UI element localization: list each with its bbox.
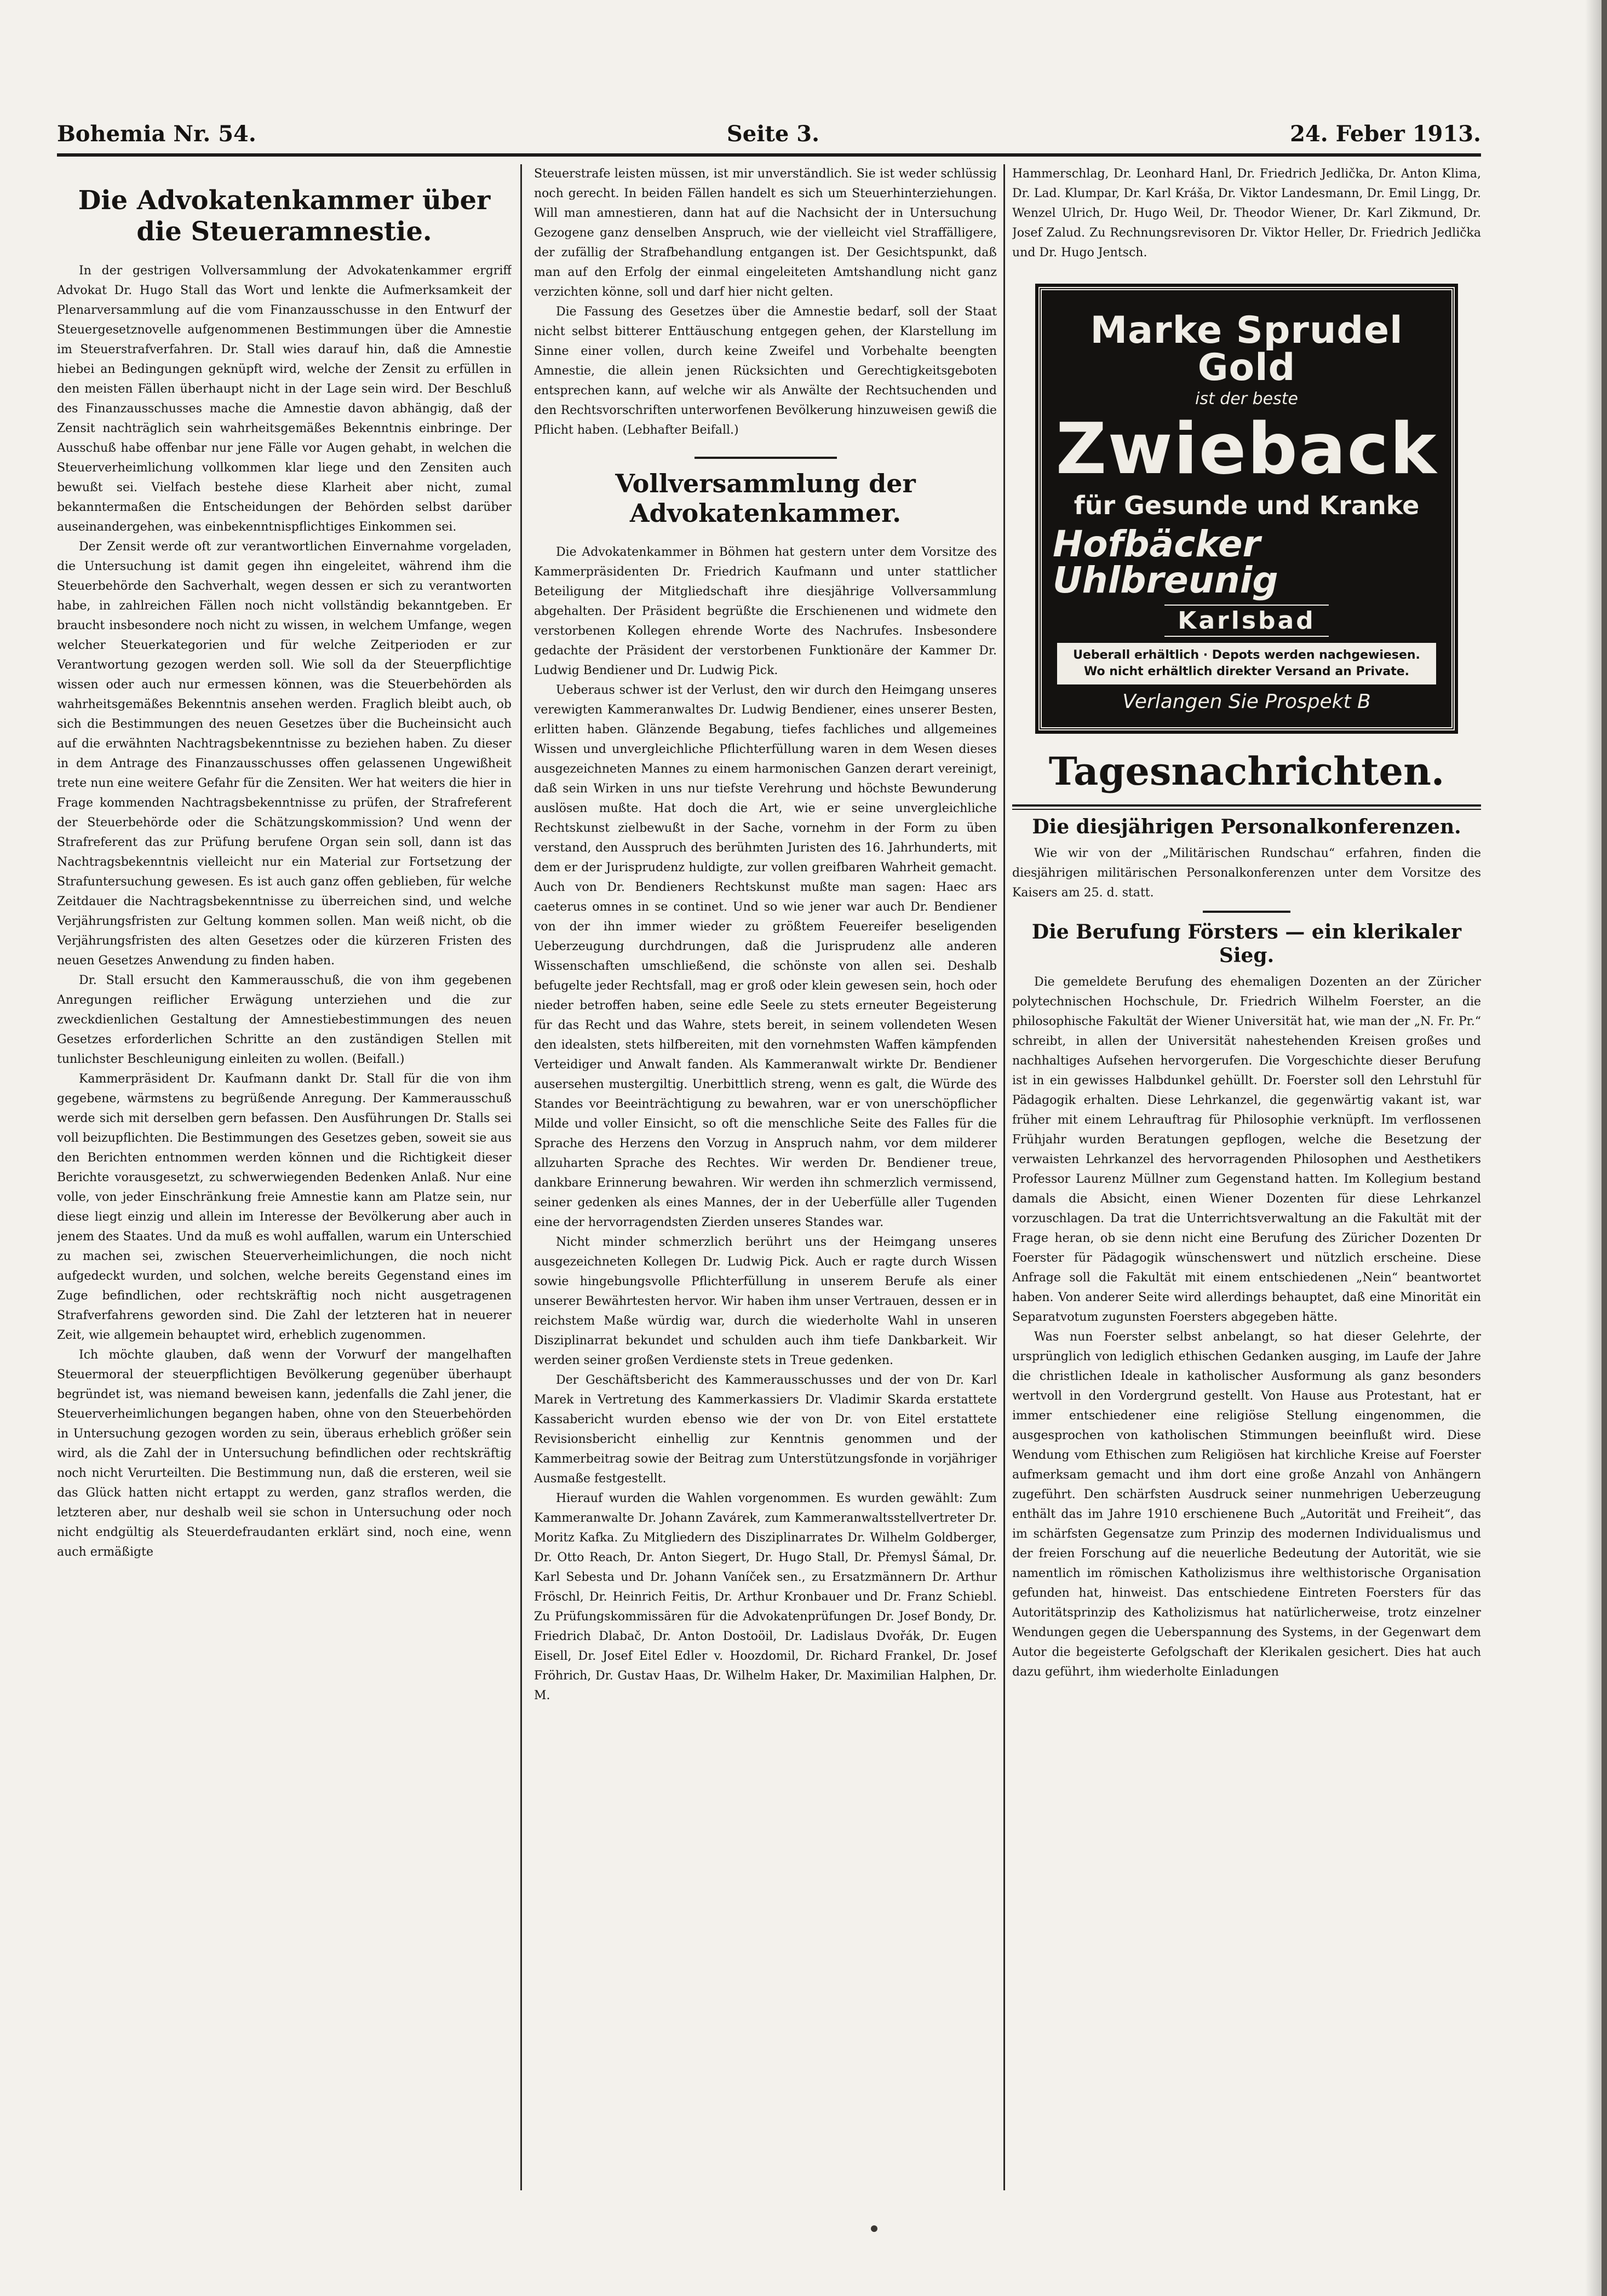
news-paragraph: Wie wir von der „Militärischen Rundschau“ erfahren, finden die diesjährigen militärischen Personalkonferenzen unter dem Vorsitze des Kaisers am 25. d. statt.: [1012, 847, 1481, 900]
header-date: 24. Feber 1913.: [1290, 121, 1481, 147]
news-paragraph: Was nun Foerster selbst anbelangt, so hat dieser Gelehrte, der ursprünglich von lediglich ethischen Gedanken ausging, im Laufe der Jahre die christlichen Ideale in katholischer Ausformung als ganz besonders wertvoll in den Vordergrund gestellt. Von Hause aus Protestant, hat er immer entschiedener eine religiöse Stellung eingenommen, die ausgesprochen von katholischen Stimmungen beeinflußt wird. Diese Wendung vom Ethischen zum Religiösen hat kirchliche Kreise auf Foerster aufmerksam gemacht und ihm dort eine große Anzahl von Anhängern zugeführt. Den schärfsten Ausdruck seiner nunmehrigen Ueberzeugung enthält das im Jahre 1910 erschienene Buch „Autorität und Freiheit“, das im schärfsten Gegensatze zum Prinzip des modernen Individualismus und der freien Forschung auf die neuerliche Bedeutung der Autorität, wie sie namentlich im römischen Katholizismus ihre welthistorische Organisation gefunden hat, hinweist. Das entschiedene Eintreten Foersters für das Autoritätsprinzip des Katholizismus hat natürlicherweise, trotz einzelner Wendungen gegen die Ueberspannung des Systems, in der Gegenwart dem Autor die begeisterte Gefolgschaft der Klerikalen gesichert. Dies hat auch dazu geführt, ihm wiederholte Einladungen: [1012, 1330, 1481, 1679]
ad-call-to-action: Verlangen Sie Prospekt B: [1122, 690, 1371, 713]
article-separator: [695, 457, 837, 459]
section-title-news: Tagesnachrichten.: [1048, 749, 1445, 794]
header-issue: Bohemia Nr. 54.: [57, 121, 256, 147]
article-paragraph: Nicht minder schmerzlich berührt uns der Heimgang unseres ausgezeichneten Kollegen Dr. Ludwig Pick. Auch er ragte durch Wissen sowie hingebungsvolle Pflichterfüllung in unserem Berufe als einer unserer Bewährtesten hervor. Wir haben ihm unser Vertrauen, dessen er in reichstem Maße würdig war, durch die wiederholte Wahl in unseren Disziplinarrat bekundet und schulden auch ihm tiefe Dankbarkeit. Wir werden seiner großen Verdienste stets in Treue gedenken.: [534, 1235, 997, 1367]
ad-info-box: [1057, 643, 1436, 684]
article-paragraph: Die Advokatenkammer in Böhmen hat gestern unter dem Vorsitze des Kammerpräsidenten Dr. Friedrich Kaufmann und unter stattlicher Beteiligung der Mitgliedschaft ihre diesjährige Vollversammlung abgehalten. Der Präsident begrüßte die Erschienenen und widmete den verstorbenen Kollegen ehrende Worte des Nachrufes. Insbesondere gedachte der Präsident der verstorbenen Funktionäre der Kammer Dr. Ludwig Bendiener und Dr. Ludwig Pick.: [534, 545, 997, 677]
article-title-assembly: Vollversammlung der Advokatenkammer.: [615, 469, 916, 528]
ad-info-line: Wo nicht erhältlich direkter Versand an Private.: [1083, 665, 1410, 679]
article-paragraph: In der gestrigen Vollversammlung der Advokatenkammer ergriff Advokat Dr. Hugo Stall das Wort und lenkte die Aufmerksamkeit der Plenarversammlung auf die vom Finanzausschusse in den Entwurf der Steuergesetznovelle aufgenommenen Bestimmungen über die Amnestie im Steuerstrafverfahren. Dr. Stall wies darauf hin, daß die Amnestie hiebei an Bedingungen geknüpft wird, welche der Zensit zu erfüllen in den meisten Fällen überhaupt nicht in der Lage sein wird. Der Beschluß des Finanzausschusses mache die Amnestie davon abhängig, daß der Zensit nachträglich sein wahrheitsgemäßes Bekenntnis einbringe. Der Ausschuß habe offenbar nur jene Fälle vor Augen gehabt, in welchen die Steuerverheimlichung vollkommen klar liege und den Zensiten auch bewußt sei. Vielfach bestehe diese Klarheit aber nicht, zumal bekanntermaßen die Entscheidungen der Behörden selbst darüber auseinandergehen, was einbekenntnispflichtiges Einkommen sei.: [57, 264, 512, 534]
section-rule: [1012, 804, 1481, 810]
news-title-foerster: Die Berufung Försters — ein klerikaler Sieg.: [1031, 920, 1462, 967]
header-page: Seite 3.: [726, 121, 820, 147]
page-mark-dot: [871, 2225, 877, 2232]
ad-info-line: Ueberall erhältlich · Depots werden nachgewiesen.: [1073, 648, 1420, 663]
gutter-shadow: [1585, 0, 1602, 2296]
page-header: [57, 110, 1481, 157]
ad-audience: für Gesunde und Kranke: [1074, 491, 1420, 521]
article-paragraph: Dr. Stall ersucht den Kammerausschuß, die von ihm gegebenen Anregungen reiflicher Erwägung unterziehen und die zur zweckdienlichen Gestaltung der Amnestiebestimmungen des neuen Gesetzes erforderlichen Schritte an den zuständigen Stellen mit tunlichster Beschleunigung einleiten zu wollen. (Beifall.): [57, 974, 512, 1067]
news-separator: [1203, 911, 1290, 913]
news-paragraph: Die gemeldete Berufung des ehemaligen Dozenten an der Züricher polytechnischen Hochschule, Dr. Friedrich Wilhelm Foerster, an die philosophische Fakultät der Wiener Universität hat, wie man der „N. Fr. Pr.“ schreibt, in allen der Universität nahestehenden Kreisen großes und nachhaltiges Aufsehen hervorgerufen. Die Vorgeschichte dieser Berufung ist in ein gewisses Halbdunkel gehüllt. Dr. Foerster soll den Lehrstuhl für Pädagogik erhalten. Diese Lehrkanzel, die gegenwärtig vakant ist, war früher mit einem Lehrauftrag für Philosophie verknüpft. Im verflossenen Frühjahr wurden Beratungen gepflogen, welche die Besetzung der verwaisten Lehrkanzel des hervorragenden Philosophen und Aesthetikers Professor Laurenz Müllner zum Gegenstand hatten. Im Kollegium bestand damals die Absicht, einen Wiener Dozenten für diese Lehrkanzel vorzuschlagen. Da trat die Unterrichtsverwaltung an die Fakultät mit der Frage heran, ob sie denn nicht eine Berufung des Züricher Dozenten Dr Foerster für Pädagogik wünschenswert und nützlich erscheine. Diese Anfrage soll die Fakultät mit einem entschiedenen „Nein“ beantwortet haben. Von anderer Seite wird allerdings behauptet, daß eine Minorität ein Separatvotum zugunsten Foersters abgegeben hätte.: [1012, 975, 1481, 1324]
article-paragraph: Kammerpräsident Dr. Kaufmann dankt Dr. Stall für die von ihm gegebene, wärmstens zu begrüßende Anregung. Der Kammerausschuß werde sich mit derselben gern befassen. Den Ausführungen Dr. Stalls sei voll beizupflichten. Die Bestimmungen des Gesetzes geben, soweit sie aus den Berichten entnommen werden können und die Richtigkeit dieser Berichte vorausgesetzt, zu schwerwiegenden Bedenken Anlaß. Nur eine volle, von jeder Einschränkung freie Amnestie kann am Platze sein, nur diese liegt einzig und allein im Interesse der Bevölkerung aber auch in jenem des Staates. Und da muß es wohl auffallen, warum ein Unterschied zu machen sei, zwischen Steuerverheimlichungen, die noch nicht aufgedeckt wurden, und solchen, welche bereits Gegenstand eines im Zuge befindlichen, oder rechtskräftig noch nicht ausgetragenen Strafverfahrens geworden sind. Die Zahl der letzteren hat in neuerer Zeit, wie allgemein behauptet wird, erheblich zugenommen.: [57, 1072, 512, 1343]
column-rule-1: [520, 164, 522, 2190]
article-paragraph: Der Geschäftsbericht des Kammerausschusses und der von Dr. Karl Marek in Vertretung des Kammerkassiers Dr. Vladimir Skarda erstattete Kassabericht wurden ebenso wie der von Dr. von Eitel erstattete Revisionsbericht einhellig zur Kenntnis genommen und der Kammerbeitrag sowie der Beitrag zum Unterstützungsfonde in vorjähriger Ausmaße festgestellt.: [534, 1373, 997, 1486]
ad-maker: Hofbäcker Uhlbreunig: [1053, 523, 1278, 602]
ad-tagline: ist der beste: [1195, 389, 1298, 409]
ad-product: Zwieback: [1055, 408, 1438, 491]
article-paragraph: Ich möchte glauben, daß wenn der Vorwurf der mangelhaften Steuermoral der steuerpflichtigen Bevölkerung gegenüber überhaupt begründet ist, was niemand beweisen kann, jedenfalls die Zahl jener, die Steuerverheimlichungen begangen haben, ohne von den Steuerbehörden in Untersuchung gezogen worden zu sein, überaus erheblich größer sein wird, als die Zahl der in Untersuchung befindlichen oder rechtskräftig noch nicht Verurteilten. Die Bestimmung nun, daß die ersteren, weil sie das Glück hatten nicht ertappt zu werden, ganz straflos werden, die letzteren aber, nur deshalb weil sie schon in Untersuchung oder noch nicht endgültig als Steuerdefraudanten erklärt sind, noch eine, wenn auch ermäßigte: [57, 1348, 512, 1560]
zwieback-advertisement: [1038, 287, 1455, 730]
ad-brand: Marke Sprudel Gold: [1090, 309, 1403, 389]
ad-place: Karlsbad: [1164, 605, 1328, 637]
article-paragraph: Die Fassung des Gesetzes über die Amnestie bedarf, soll der Staat nicht selbst bitterer Enttäuschung entgegen gehen, der Klarstellung im Sinne einer vollen, durch keine Zweifel und Vorbehalte beengten Amnestie, die allein jenen Rücksichten und Gerechtigkeitsgeboten entsprechen kann, auf welche wir als Anwälte der Rechtsuchenden und den Rechtsvorschriften unterworfenen Bevölkerung hinzuweisen gewiß die Pflicht haben. (Lebhafter Beifall.): [534, 305, 997, 437]
column-3: [1012, 164, 1481, 2190]
article-paragraph: Der Zensit werde oft zur verantwortlichen Einvernahme vorgeladen, die Untersuchung ist damit gegen ihn eingeleitet, während ihm die Steuerbehörde den Sachverhalt, wegen dessen er sich zu verantworten habe, in zahlreichen Fällen noch nicht vollständig bekanntgeben. Er braucht insbesondere noch nicht zu wissen, in welchem Umfange, wegen welcher Steuerkategorien und für welche Zeitperioden er zur Verantwortung gezogen werden soll. Wie soll da der Steuerpflichtige wissen oder auch nur ermessen können, was die Steuerbehörden als wahrheitsgemäßes Bekenntnis ansehen werden. Fraglich bleibt auch, ob sich die Bestimmungen des neuen Gesetzes über die Bucheinsicht auch auf die erwähnten Nachtragsbekenntnisse zu beziehen haben. Zu dieser in dem Antrage des Finanzausschusses offen gelassenen Ungewißheit trete nun eine weitere Gefahr für die Zensiten. Wer hat weiters die hier in Frage kommenden Nachtragsbekenntnisse zu prüfen, der Strafreferent der Steuerbehörde oder die Schätzungskommission? Und wenn der Strafreferent das zur Prüfung berufene Organ sein soll, dann ist das Nachtragsbekenntnis vielleicht nur ein Material zur Fortsetzung der Strafuntersuchung gewesen. Es ist auch ganz offen geblieben, für welche Zeitdauer die Nachtragsbekenntnisse zu überreichen sind, und welche Verjährungsfristen zur Geltung kommen sollen. Man weiß nicht, ob die Verjährungsfristen des alten Gesetzes oder die kürzeren Fristen des neuen Gesetzes Anwendung zu finden haben.: [57, 540, 512, 968]
article-paragraph: Ueberaus schwer ist der Verlust, den wir durch den Heimgang unseres verewigten Kammeranwaltes Dr. Ludwig Bendiener, eines unserer Besten, erlitten haben. Glänzende Begabung, tiefes fachliches und allgemeines Wissen und unvergleichliche Pflichterfüllung waren in dem Wesen dieses ausgezeichneten Mannes zu einem harmonischen Ganzen derart vereinigt, daß sein Wirken in uns nur tiefste Verehrung und höchste Bewunderung auslösen mußte. Hat doch die Art, wie er seine unvergleichliche Rechtskunst zielbewußt in der Sache, vornehm in der Form zu üben verstand, den Ausspruch des berühmten Juristen des 16. Jahrhunderts, mit dem er der Jurisprudenz huldigte, zur vollen greifbaren Wahrheit gemacht. Auch von Dr. Bendieners Rechtskunst mußte man sagen: Haec ars caeterus omnes in se continet. Und so wie jener war auch Dr. Bendiener von der ihn immer wieder zu größtem Feuereifer beseligenden Ueberzeugung durchdrungen, daß die Jurisprudenz alle anderen Wissenschaften umschließend, die schönste von allen sei. Deshalb befugelte jeder Rechtsfall, mag er groß oder klein gewesen sein, hoch oder nieder betroffen haben, seine edle Seele zu stets erneuter Begeisterung für das Recht und das Wahre, stets bereit, in seinem vollendeten Wesen den idealsten, stets hilfbereiten, mit den vornehmsten Waffen kämpfenden Verteidiger und Anwalt fanden. Als Kammeranwalt wirkte Dr. Bendiener ausersehen mustergiltig. Unerbittlich streng, wenn es galt, die Würde des Standes vor Beeinträchtigung zu bewahren, war er von unerschöpflicher Milde und voller Einsicht, so oft die menschliche Seite des Falles für die Sprache des Herzens den Vorzug in Anspruch nahm, vor dem milderer allzuharten Sprache des Rechtes. Wir werden Dr. Bendiener treue, dankbare Erinnerung bewahren. Wir werden ihn schmerzlich vermissend, seiner gedenken als eines Mannes, der in der Ueberfülle aller Tugenden eine der hervorragendsten Zierden unseres Standes war.: [534, 683, 997, 1229]
news-title-personnel: Die diesjährigen Personalkonferenzen.: [1032, 815, 1461, 838]
column-1: [57, 164, 512, 2190]
column-2: [534, 164, 997, 2190]
article-paragraph: Hammerschlag, Dr. Leonhard Hanl, Dr. Friedrich Jedlička, Dr. Anton Klima, Dr. Lad. Klumpar, Dr. Karl Kráša, Dr. Viktor Landesmann, Dr. Emil Lingg, Dr. Wenzel Ulrich, Dr. Hugo Weil, Dr. Theodor Wiener, Dr. Karl Zikmund, Dr. Josef Zalud. Zu Rechnungsrevisoren Dr. Viktor Heller, Dr. Friedrich Jedlička und Dr. Hugo Jentsch.: [1012, 167, 1481, 260]
article-paragraph: Hierauf wurden die Wahlen vorgenommen. Es wurden gewählt: Zum Kammeranwalte Dr. Johann Zavárek, zum Kammeranwaltsstellvertreter Dr. Moritz Kafka. Zu Mitgliedern des Disziplinarrates Dr. Wilhelm Goldberger, Dr. Otto Reach, Dr. Anton Siegert, Dr. Hugo Stall, Dr. Přemysl Šámal, Dr. Karl Sebesta und Dr. Johann Vaníček sen., zu Ersatzmännern Dr. Arthur Fröschl, Dr. Heinrich Feitis, Dr. Arthur Kronbauer und Dr. Franz Schiebl. Zu Prüfungskommissären für die Advokatenprüfungen Dr. Josef Bondy, Dr. Friedrich Dlabač, Dr. Anton Dostoöil, Dr. Ladislaus Dvořák, Dr. Eugen Eisell, Dr. Josef Eitel Edler v. Hoozdomil, Dr. Richard Frankel, Dr. Josef Fröhrich, Dr. Gustav Haas, Dr. Wilhelm Haker, Dr. Maximilian Halphen, Dr. M.: [534, 1491, 997, 1702]
article-paragraph: Steuerstrafe leisten müssen, ist mir unverständlich. Sie ist weder schlüssig noch gerecht. In beiden Fällen handelt es sich um Steuerhinterziehungen. Will man amnestieren, dann hat auf die Nachsicht der in Untersuchung Gezogene ganz denselben Anspruch, wie der vielleicht viel Straffälligere, der zufällig der Strafbehandlung entgangen ist. Der Gesichtspunkt, daß man auf den Erfolg der einmal eingeleiteten Amtshandlung nicht ganz verzichten könne, soll und darf hier nicht gelten.: [534, 167, 997, 299]
column-rule-2: [1003, 164, 1005, 2190]
article-title-amnesty: Die Advokatenkammer über die Steueramnestie.: [78, 185, 491, 247]
